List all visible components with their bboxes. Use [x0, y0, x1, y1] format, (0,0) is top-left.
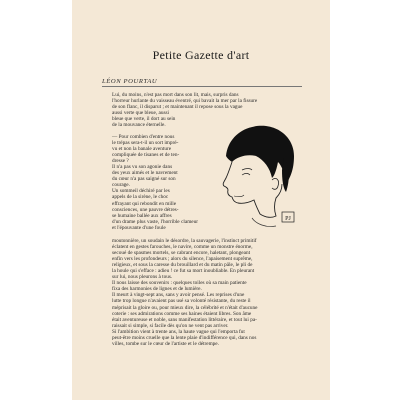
text-line: — Pour combien d'entre nous — [112, 134, 175, 140]
text-line: dresse ? — [112, 158, 129, 165]
heading-rule — [102, 86, 302, 87]
text-line: vu et non la banale aventure — [112, 146, 172, 153]
text-line: Un sommeil déchiré par les — [112, 188, 170, 195]
author-heading: LÉON POURTAU — [102, 78, 158, 85]
text-line: effrayant qui rebondit en mille — [112, 200, 177, 207]
text-line: aussi verte que bleue, aussi — [112, 110, 170, 117]
text-line: appels de la sirène, le choc — [112, 194, 169, 201]
text-line: consciences, une pauvre détres- — [112, 206, 179, 213]
text-line: de la mouvance éternelle. — [112, 122, 166, 129]
text-line: enfin vers les profondeurs ; alors du silence, l'apaisement suprême, — [112, 256, 253, 263]
text-line: du cœur n'a pas saigné sur son — [112, 176, 176, 183]
text-line: l'horreur hurlante du vaisseau éventré, qui bavait la mer par la fissure — [112, 98, 258, 105]
text-line: compliquée de tisanes et de ten- — [112, 152, 180, 159]
text-line: méprisait la gloire ou, pour mieux dire, la célébrité et n'était d'aucune — [112, 304, 258, 311]
gazette-page — [72, 0, 330, 400]
page-title: Petite Gazette d'art — [152, 48, 250, 62]
text-line: se humaine ballée aux affres — [112, 212, 172, 219]
text-line: sur lui, nous pleurons à tous. — [112, 274, 173, 281]
portrait-monogram: PJ — [285, 216, 291, 222]
text-line: Il nous laisse des souvenirs : quelques toiles où sa main patiente — [112, 280, 247, 287]
paragraph-full-width — [112, 238, 315, 347]
text-line: moutonnière, un soudain le désordre, la sauvagerie, l'instinct primitif — [112, 238, 257, 244]
text-line: coterie : ses admirations comme ses haines étaient libres. Son âme — [112, 310, 252, 317]
text-line: Il n'a pas vu son agonie dans — [112, 164, 173, 171]
text-line: villes, tombe sur le cœur de l'artiste et le détrempe. — [112, 340, 219, 347]
text-line: courage. — [112, 182, 130, 189]
text-line: Lui, du moins, n'est pas mort dans son lit, mais, surpris dans — [112, 92, 239, 98]
text-line: raissait si simple, si facile dès qu'on ne vent pas arriver. — [112, 322, 229, 329]
text-line: de son flanc, il disparut ; et maintenant il repose sous la vague — [112, 104, 243, 111]
text-line: religieux, et sous la caresse du brouillard et du matin pâle, le pli de — [112, 262, 253, 269]
text-line: peut-être moins cruelle que la lente plaie d'indifférence qui, dans nos — [112, 334, 257, 341]
text-line: fixa des harmonies de lignes et de lumière. — [112, 286, 202, 293]
text-line: la houle qui s'efface : adieu ! ce fut sa mort inoubliable. En pleurant — [112, 268, 255, 275]
portrait-illustration — [186, 118, 302, 230]
text-line: était aventureuse et noble, sans manifestation littéraire, et tout lui pa- — [112, 316, 257, 323]
text-line: lutte trop longue n'avaient pas usé sa volonté résistante, du reste il — [112, 298, 251, 305]
hair-shape — [226, 126, 294, 192]
text-line: bleue que verte, il dort au sein — [112, 116, 176, 123]
text-line: éclatent en gestes farouches, le navire, comme un monstre énorme, — [112, 244, 253, 251]
text-line: Si l'ambition vient à trente ans, la haute vague qui l'emporta fut — [112, 328, 245, 335]
text-line: des yeux aimés et le navrement — [112, 170, 178, 177]
text-line: secoué de spasmes mortels, se cabrant encore, haletant, plongeant — [112, 250, 251, 257]
text-line: le trépas sera-t-il un sort impré- — [112, 140, 179, 147]
text-line: d'un drame plus vaste, l'horrible clameur et l'épouvante d'une foule — [112, 218, 198, 231]
text-line: Il meurt à vingt-sept ans, sans y avoir pensé. Les reprises d'une — [112, 292, 245, 299]
